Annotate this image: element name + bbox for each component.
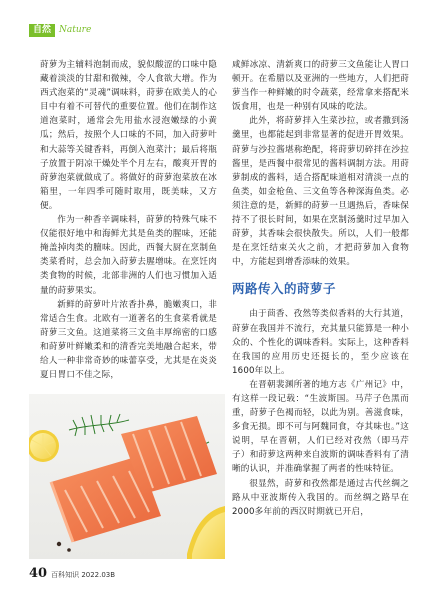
paragraph: 很显然，莳萝和孜然都是通过古代丝绸之路从中亚波斯传入我国的。而丝绸之路早在2000多年前的西汉时期就已开启，: [232, 478, 409, 517]
paragraph: 新鲜的莳萝叶片浓香扑鼻，脆嫩爽口，非常适合生食。北欧有一道著名的生食菜肴就是莳萝三文鱼。这道菜将三文鱼丰厚绵密的口感和莳萝叶鲜嫩柔和的清香完美地融合起来，带给人一种非常奇妙的味蕾享受，尤其是在炎炎夏日胃口不佳之际，: [40, 299, 217, 381]
left-column: [40, 58, 217, 382]
section-tag-english: Nature: [59, 25, 92, 35]
right-column: [232, 58, 409, 519]
page-footer: [29, 566, 115, 581]
paragraph: 在晋朝裴渊所著的地方志《广州记》中，有这样一段记载：“生波斯国。马芹子色黑而重，莳萝子色褐而轻，以此为别。善滋食味，多食无损。即不可与阿魏同食，夺其味也。”这说明，早在晋朝，人们已经对孜然（即马芹子）和莳萝这两种来自波斯的调味香料有了清晰的认识，并准确掌握了两者的性味特征。: [232, 379, 409, 475]
paragraph: 莳萝为主辅料泡制而成，貌似酸涩的口味中隐藏着淡淡的甘甜和微辣，令人食欲大增。作为西式泡菜的“灵魂”调味料，莳萝在欧美人的心目中有着不可替代的重要位置。他们在制作这道泡菜时，通常会先用盐水浸泡嫩绿的小黄瓜；然后，按照个人口味的不同，加入莳萝叶和大蒜等关键香料，再倒入泡菜汁；最后将瓶子放置于阴凉干燥处半个月左右，酸爽开胃的莳萝泡菜就做成了。将做好的莳萝泡菜放在冰箱里，一年四季可随时取用，既美味，又方便。: [40, 60, 217, 211]
paragraph: 此外，将莳萝拌入生菜沙拉，或者撒到汤羹里，也都能起到非常显著的促进开胃效果。莳萝与沙拉酱堪称绝配，将莳萝切碎拌在沙拉酱里，是西餐中很常见的酱料调制方法。用莳萝制成的酱料，适合搭配味道相对清淡一点的鱼类，如金枪鱼、三文鱼等各种深海鱼类。必须注意的是，新鲜的莳萝一旦遇热后，香味保持不了很长时间，如果在烹制汤羹时过早加入莳萝，其香味会很快散失。所以，人们一般都是在烹饪结束关火之前，才把莳萝加入食物中，方能起到增香添味的效果。: [232, 116, 409, 268]
paragraph: 由于茴香、孜然等类似香料的大行其道，莳萝在我国并不流行，充其量只能算是一种小众的、个性化的调味香料。实际上，这种香料在我国的应用历史还挺长的，至少应该在1600年以上。: [232, 309, 409, 376]
paragraph: 作为一种香辛调味料，莳萝的特殊气味不仅能很好地中和海鲜尤其是鱼类的腥味，还能掩盖掉肉类的膻味。因此，西餐大厨在烹制鱼类菜肴时，总会加入莳萝去腥增味。在烹饪肉类食物的时候，北部非洲的人们也习惯加入适量的莳萝果实。: [40, 215, 217, 296]
page-number: 40: [29, 566, 48, 581]
magazine-issue: 百科知识 2022.03B: [51, 571, 116, 579]
section-header: [29, 23, 91, 37]
section-title: 两路传入的莳萝子: [232, 281, 337, 297]
section-tag: 自然: [29, 24, 55, 37]
paragraph: 咸鲜冰凉、清新爽口的莳萝三文鱼能让人胃口顿开。在希腊以及亚洲的一些地方，人们把莳萝当作一种鲜嫩的时令蔬菜，经常拿来搭配米饭食用，也是一种别有风味的吃法。: [232, 60, 409, 113]
salmon-photo: [29, 394, 225, 559]
